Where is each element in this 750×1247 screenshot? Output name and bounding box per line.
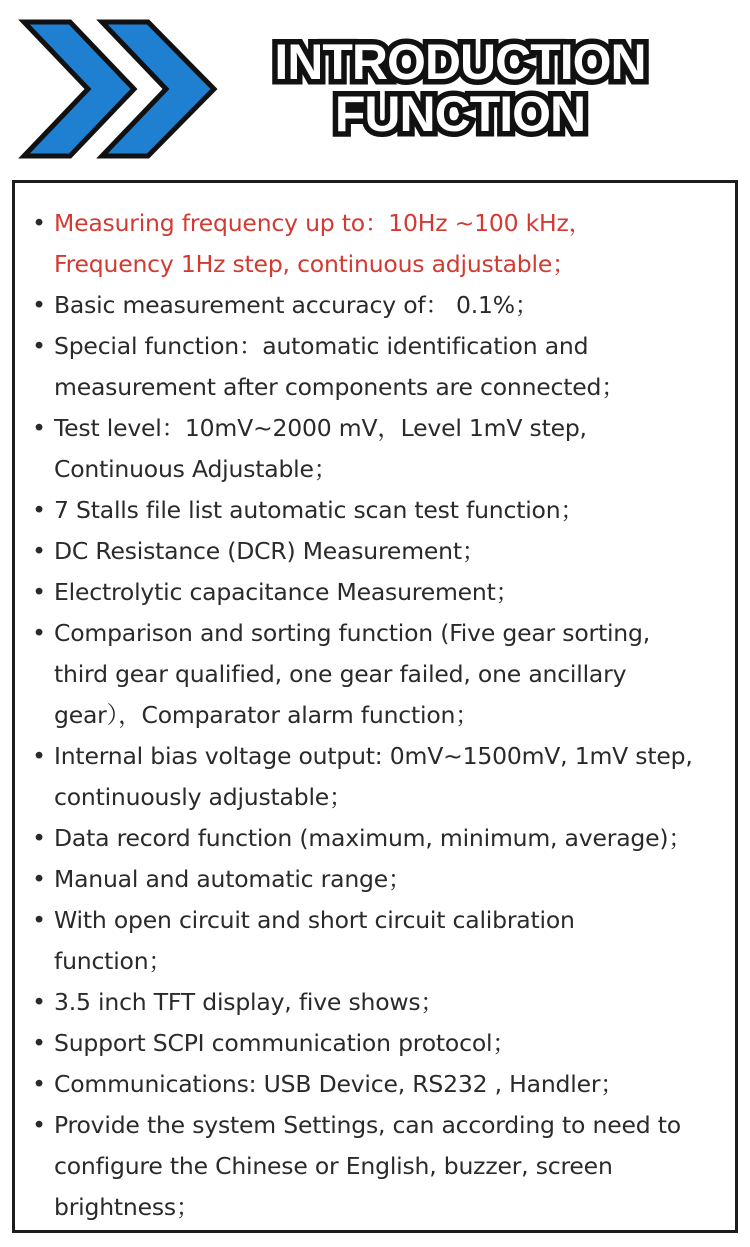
feature-list xyxy=(15,183,735,1228)
bullet-icon: • xyxy=(32,578,46,606)
feature-item xyxy=(29,818,725,859)
feature-text-line: function； xyxy=(54,947,172,975)
feature-item xyxy=(29,1105,725,1228)
feature-item xyxy=(29,326,725,408)
bullet-icon: • xyxy=(32,824,46,852)
bullet-icon: • xyxy=(32,1029,46,1057)
bullet-icon: • xyxy=(32,742,46,770)
bullet-icon: • xyxy=(32,209,46,237)
feature-item xyxy=(29,203,725,285)
feature-item xyxy=(29,900,725,982)
feature-item xyxy=(29,531,725,572)
bullet-icon: • xyxy=(32,496,46,524)
feature-item xyxy=(29,408,725,490)
feature-item xyxy=(29,859,725,900)
feature-text-line: Special function：automatic identification and xyxy=(54,332,589,360)
feature-text-line: 7 Stalls file list automatic scan test function； xyxy=(54,496,584,524)
feature-text-line: 3.5 inch TFT display, five shows； xyxy=(54,988,444,1016)
feature-text-line: measurement after components are connected； xyxy=(54,373,625,401)
feature-text-line: Support SCPI communication protocol； xyxy=(54,1029,516,1057)
feature-text-line: With open circuit and short circuit calibration xyxy=(54,906,575,934)
feature-text-line: Manual and automatic range； xyxy=(54,865,412,893)
feature-text-line: configure the Chinese or English, buzzer, screen xyxy=(54,1152,613,1180)
bullet-icon: • xyxy=(32,1070,46,1098)
feature-box xyxy=(12,180,738,1233)
feature-text-line: Provide the system Settings, can according to need to xyxy=(54,1111,681,1139)
feature-item xyxy=(29,285,725,326)
bullet-icon: • xyxy=(32,332,46,360)
feature-item xyxy=(29,572,725,613)
feature-text-line: continuously adjustable； xyxy=(54,783,353,811)
bullet-icon: • xyxy=(32,906,46,934)
chevron-left-shape xyxy=(24,22,134,156)
title-line-1: INTRODUCTION xyxy=(274,34,646,90)
feature-text-line: Data record function (maximum, minimum, average)； xyxy=(54,824,692,852)
feature-text-line: gear），Comparator alarm function； xyxy=(54,701,479,729)
feature-text-line: brightness； xyxy=(54,1193,200,1221)
feature-text-line: Continuous Adjustable； xyxy=(54,455,338,483)
feature-text-line: Electrolytic capacitance Measurement； xyxy=(54,578,519,606)
feature-text-line: Measuring frequency up to：10Hz ~100 kHz， xyxy=(54,209,592,237)
feature-text-line: Basic measurement accuracy of： 0.1%； xyxy=(54,291,539,319)
bullet-icon: • xyxy=(32,414,46,442)
page-title xyxy=(230,36,690,140)
header xyxy=(0,0,750,170)
feature-text-line: Frequency 1Hz step, continuous adjustable； xyxy=(54,250,576,278)
title-line-2: FUNCTION xyxy=(334,86,586,142)
bullet-icon: • xyxy=(32,619,46,647)
feature-item xyxy=(29,613,725,736)
feature-item xyxy=(29,490,725,531)
bullet-icon: • xyxy=(32,988,46,1016)
feature-item xyxy=(29,736,725,818)
feature-text-line: Communications: USB Device, RS232 , Handler； xyxy=(54,1070,624,1098)
feature-text-line: third gear qualified, one gear failed, one ancillary xyxy=(54,660,627,688)
bullet-icon: • xyxy=(32,1111,46,1139)
feature-item xyxy=(29,1023,725,1064)
feature-item xyxy=(29,982,725,1023)
double-chevron-right-icon xyxy=(18,18,223,160)
bullet-icon: • xyxy=(32,865,46,893)
feature-item xyxy=(29,1064,725,1105)
bullet-icon: • xyxy=(32,291,46,319)
feature-text-line: Test level：10mV~2000 mV，Level 1mV step, xyxy=(54,414,587,442)
feature-text-line: DC Resistance (DCR) Measurement； xyxy=(54,537,486,565)
feature-text-line: Comparison and sorting function (Five gear sorting, xyxy=(54,619,650,647)
feature-text-line: Internal bias voltage output: 0mV~1500mV, 1mV step, xyxy=(54,742,693,770)
bullet-icon: • xyxy=(32,537,46,565)
